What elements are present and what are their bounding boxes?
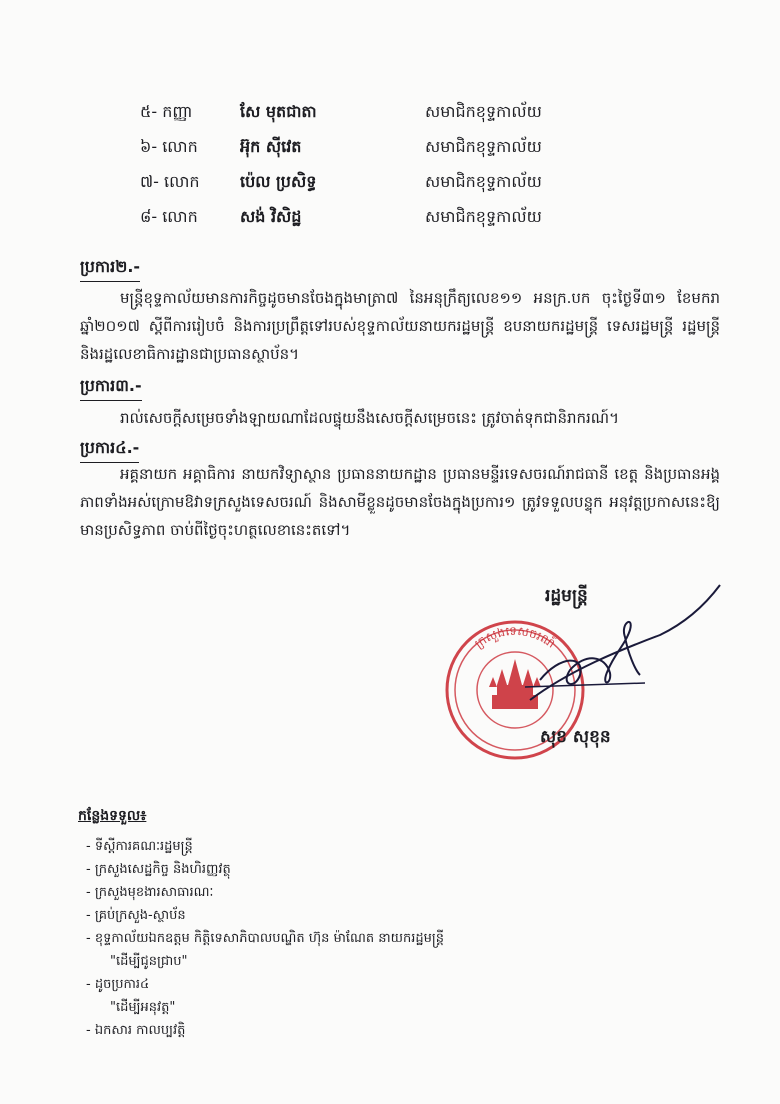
recipient-item: - ដូចប្រការ៤: [86, 977, 150, 992]
member-role: សមាជិកខុទ្ទកាល័យ: [425, 136, 542, 156]
member-number: ៦- លោក: [140, 136, 198, 156]
article-2-text: មន្ត្រីខុទ្ទកាល័យមានការកិច្ចដូចមានចែងក្នុងមាត្រា៧ នៃអនុក្រឹត្យលេខ១១ អនក្រ.បក ចុះថ្ងៃទី៣១ ខែមករា ឆ្នាំ២០១៧ ស្តីពីការរៀបចំ និងការប្រព្រឹត្តទៅរបស់ខុទ្ទកាល័យនាយករដ្ឋមន្ត្រី ឧបនាយករដ្ឋមន្ត្រី ទេសរដ្ឋមន្ត្រី រដ្ឋមន្ត្រី និងរដ្ឋលេខាធិការដ្ឋានជាប្រធានស្ថាប័ន។: [80, 289, 720, 363]
seal-text: ក្រសួងទេសចរណ៍: [472, 623, 558, 651]
member-name: សង់ វិសិដ្ឋ: [240, 206, 302, 226]
recipient-item: - ក្រសួងមុខងារសាធារណៈ: [86, 885, 214, 900]
article-4-text: អគ្គនាយក អគ្គាធិការ នាយកវិទ្យាស្ថាន ប្រធាននាយកដ្ឋាន ប្រធានមន្ទីរទេសចរណ៍រាជធានី ខេត្ត និងប្រធានអង្គភាពទាំងអស់ក្រោមឱវាទក្រសួងទេសចរណ៍ និងសាមីខ្លួនដូចមានចែងក្នុងប្រការ១ ត្រូវទទួលបន្ទុក អនុវត្តប្រកាសនេះឱ្យមានប្រសិទ្ធភាព ចាប់ពីថ្ងៃចុះហត្ថលេខានេះតទៅ។: [80, 465, 720, 539]
recipient-item: - ខុទ្ទកាល័យឯកឧត្តម កិត្តិទេសាភិបាលបណ្ឌិត ហ៊ុន ម៉ាណែត នាយករដ្ឋមន្ត្រី: [86, 931, 445, 946]
recipient-item: - ទីស្តីការគណៈរដ្ឋមន្ត្រី: [86, 839, 193, 854]
article-4-heading: ប្រការ៤.-: [80, 437, 139, 463]
signatory-title: រដ្ឋមន្ត្រី: [545, 586, 588, 606]
member-list: [140, 95, 600, 235]
member-name: ប៉េល ប្រសិទ្ធ: [240, 171, 317, 191]
member-name: សែ មុតជាតា: [240, 101, 317, 121]
recipients-heading: កន្លែងទទួល៖: [78, 808, 147, 824]
member-row: [140, 165, 600, 200]
member-number: ៥- កញ្ញា: [140, 101, 193, 121]
member-number: ៨- លោក: [140, 206, 198, 226]
recipients-list: [78, 806, 444, 1042]
article-3-heading: ប្រការ៣.-: [80, 375, 142, 401]
recipient-item: - ក្រសួងសេដ្ឋកិច្ច និងហិរញ្ញវត្ថុ: [86, 862, 231, 877]
signatory-name: សុខ សុខុន: [540, 727, 611, 747]
member-row: [140, 130, 600, 165]
member-role: សមាជិកខុទ្ទកាល័យ: [425, 101, 542, 121]
recipient-note: "ដើម្បីជូនជ្រាប": [110, 954, 188, 969]
recipient-item: - ឯកសារ កាលប្បវត្តិ: [86, 1023, 186, 1038]
recipient-item: - គ្រប់ក្រសួង-ស្ថាប័ន: [86, 908, 186, 923]
member-number: ៧- លោក: [140, 171, 200, 191]
recipient-note: "ដើម្បីអនុវត្ត": [110, 1000, 176, 1015]
member-role: សមាជិកខុទ្ទកាល័យ: [425, 206, 542, 226]
handwritten-signature: [500, 575, 730, 705]
article-3-text: រាល់សេចក្តីសម្រេចទាំងឡាយណាដែលផ្ទុយនឹងសេចក្តីសម្រេចនេះ ត្រូវចាត់ទុកជានិរាករណ៍។: [120, 409, 620, 427]
member-row: [140, 200, 600, 235]
member-row: [140, 95, 600, 130]
member-role: សមាជិកខុទ្ទកាល័យ: [425, 171, 542, 191]
article-2-heading: ប្រការ២.-: [80, 256, 140, 282]
member-name: អ៊ុក ស៊ីវេត: [240, 136, 302, 156]
